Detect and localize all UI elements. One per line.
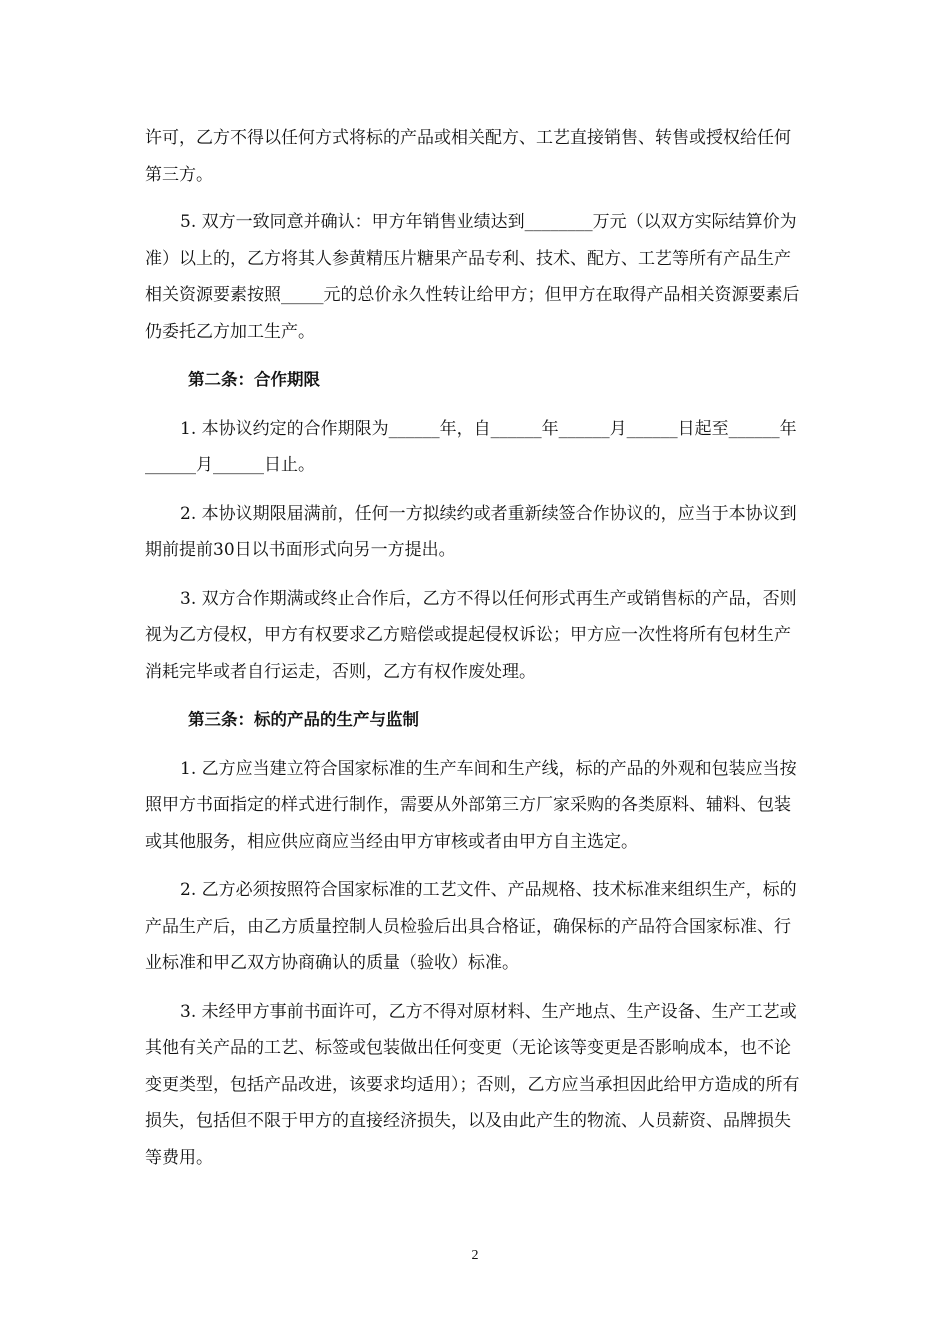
page-number: 2 bbox=[471, 1248, 479, 1263]
clause-3-item-3: 3. 未经甲方事前书面许可，乙方不得对原材料、生产地点、生产设备、生产工艺或其他有关产品的工艺、标签或包装做出任何变更（无论该等变更是否影响成本，也不论变更类型，包括产品改进，该要求均适用）；否则，乙方应当承担因此给甲方造成的所有损失，包括但不限于甲方的直接经济损失，以及由此产生的物流、人员薪资、品牌损失等费用。 bbox=[145, 1001, 800, 1168]
document-body bbox=[145, 120, 807, 1176]
paragraph-continuation: 许可，乙方不得以任何方式将标的产品或相关配方、工艺直接销售、转售或授权给任何第三方。 bbox=[145, 128, 791, 185]
clause-3-item-2: 2. 乙方必须按照符合国家标准的工艺文件、产品规格、技术标准来组织生产，标的产品生产后，由乙方质量控制人员检验后出具合格证，确保标的产品符合国家标准、行业标准和甲乙双方协商确认的质量（验收）标准。 bbox=[145, 880, 797, 973]
clause-2-item-3: 3. 双方合作期满或终止合作后，乙方不得以任何形式再生产或销售标的产品，否则视为乙方侵权，甲方有权要求乙方赔偿或提起侵权诉讼；甲方应一次性将所有包材生产消耗完毕或者自行运走，否则，乙方有权作废处理。 bbox=[145, 588, 797, 682]
clause-3-item-1: 1. 乙方应当建立符合国家标准的生产车间和生产线，标的产品的外观和包装应当按照甲方书面指定的样式进行制作，需要从外部第三方厂家采购的各类原料、辅料、包装或其他服务，相应供应商应当经由甲方审核或者由甲方自主选定。 bbox=[145, 758, 797, 852]
section-heading-article-2: 第二条：合作期限 bbox=[188, 370, 320, 389]
clause-2-item-1: 1. 本协议约定的合作期限为______年，自______年______月______日起至______年______月______日止。 bbox=[145, 418, 797, 475]
section-heading-article-3: 第三条：标的产品的生产与监制 bbox=[188, 710, 419, 729]
clause-2-item-2: 2. 本协议期限届满前，任何一方拟续约或者重新续签合作协议的，应当于本协议到期前提前30日以书面形式向另一方提出。 bbox=[145, 503, 797, 560]
clause-1-item-5: 5. 双方一致同意并确认：甲方年销售业绩达到________万元（以双方实际结算价为准）以上的，乙方将其人参黄精压片糖果产品专利、技术、配方、工艺等所有产品生产相关资源要素按照_____元的总价永久性转让给甲方；但甲方在取得产品相关资源要素后仍委托乙方加工生产。 bbox=[145, 212, 800, 342]
